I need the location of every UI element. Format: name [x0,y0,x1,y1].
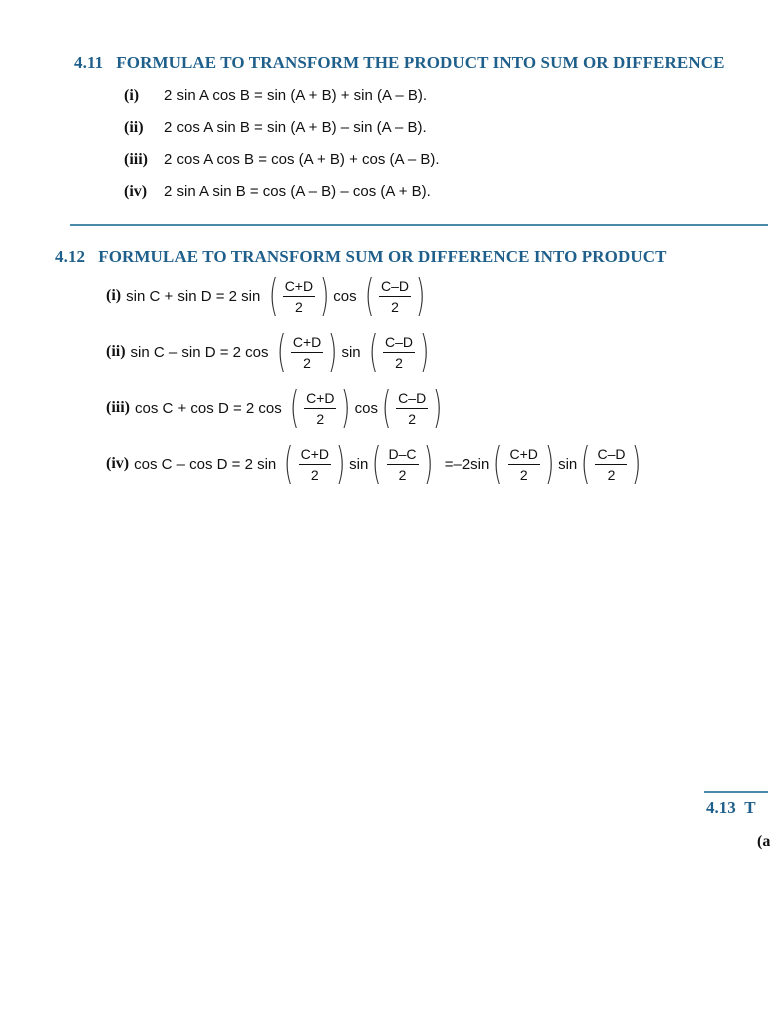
fraction-denominator: 2 [303,354,311,371]
formula-label: (iii) [106,399,130,416]
fraction-group: ( $\frac{C+D}{2}$ ) [289,382,351,433]
formula-text: 2 sin A cos B = sin (A + B) + sin (A – B). [164,87,428,104]
fraction-numerator: D–C [387,446,419,465]
formula-label: (iv) [124,183,148,200]
fraction-denominator: 2 [607,466,616,483]
section-divider-partial [704,791,768,793]
formula-mid: sin [341,343,365,361]
fraction-group: ( $\frac{C-D}{2}$ ) [368,326,430,377]
fraction-group: ( $\frac{C+D}{2}$ ) [276,326,338,377]
formula-text: 2 cos A cos B = cos (A + B) + cos (A – B). [164,151,440,168]
formula-4-12-iv [106,436,646,492]
fraction-denominator: 2 [519,466,528,483]
fraction-numerator: C–D [383,334,415,353]
formula-4-12-iii [106,380,446,436]
formula-lhs: sin C – sin D = 2 cos [130,343,273,361]
formula-mid: cos [354,399,378,417]
fraction-denominator: 2 [395,354,403,371]
section-number: 4.12 [55,247,86,266]
section-title: FORMULAE TO TRANSFORM THE PRODUCT INTO SUM OR DIFFERENCE [116,53,725,72]
section-divider [70,224,768,226]
formula-lhs: cos C + cos D = 2 cos [135,399,286,417]
formula-lhs: cos C – cos D = 2 sin [134,455,281,473]
formula-4-11-i [124,86,427,106]
formula-4-12-i [106,268,429,324]
fraction-numerator: C+D [508,446,540,465]
formula-mid: sin [349,455,369,473]
formula-mid: sin [558,455,578,473]
formula-mid: cos [333,287,361,305]
section-4-11-heading [74,53,725,73]
fraction-denominator: 2 [398,466,407,483]
fraction-group: ( $\frac{C-D}{2}$ ) [581,438,642,489]
formula-rhs-prefix: =–2sin [444,455,490,473]
section-number: 4.13 [706,798,736,817]
section-4-13-heading-partial [706,798,756,818]
fraction-group: ( $\frac{C+D}{2}$ ) [493,438,555,489]
fraction-numerator: C+D [283,278,315,297]
fraction-numerator: C–D [595,446,627,465]
formula-label: (iii) [124,151,148,168]
fraction-group: ( $\frac{C+D}{2}$ ) [284,438,346,489]
formula-4-11-ii [124,118,427,138]
section-title-fragment: T [744,798,756,817]
fraction-numerator: C+D [299,446,331,465]
fraction-group: ( $\frac{C-D}{2}$ ) [381,382,443,433]
fraction-numerator: C–D [396,390,428,409]
fraction-group: ( $\frac{D-C}{2}$ ) [372,438,433,489]
section-4-12-heading [55,247,667,267]
formula-text: 2 cos A sin B = sin (A + B) – sin (A – B). [164,119,427,136]
fraction-denominator: 2 [316,410,325,427]
formula-4-12-ii [106,324,433,380]
section-title: FORMULAE TO TRANSFORM SUM OR DIFFERENCE INTO PRODUCT [98,247,667,266]
fraction-numerator: C+D [291,334,323,353]
formula-label: (iv) [106,455,130,472]
formula-label: (ii) [124,119,144,136]
fraction-denominator: 2 [391,298,399,315]
fraction-group: ( $\frac{C+D}{2}$ ) [268,270,330,321]
formula-4-11-iv [124,182,431,202]
formula-lhs: sin C + sin D = 2 sin [126,287,265,305]
fraction-numerator: C+D [304,390,336,409]
fraction-numerator: C–D [379,278,411,297]
formula-label: (i) [124,87,140,104]
section-number: 4.11 [74,53,104,72]
formula-text: 2 sin A sin B = cos (A – B) – cos (A + B). [164,183,431,200]
section-4-13-item-partial: (a [757,833,770,850]
fraction-denominator: 2 [310,466,319,483]
fraction-denominator: 2 [294,298,303,315]
formula-label: (ii) [106,343,126,360]
formula-label: (i) [106,287,122,304]
fraction-group: ( $\frac{C-D}{2}$ ) [364,270,426,321]
formula-4-11-iii [124,150,440,170]
fraction-denominator: 2 [408,410,417,427]
